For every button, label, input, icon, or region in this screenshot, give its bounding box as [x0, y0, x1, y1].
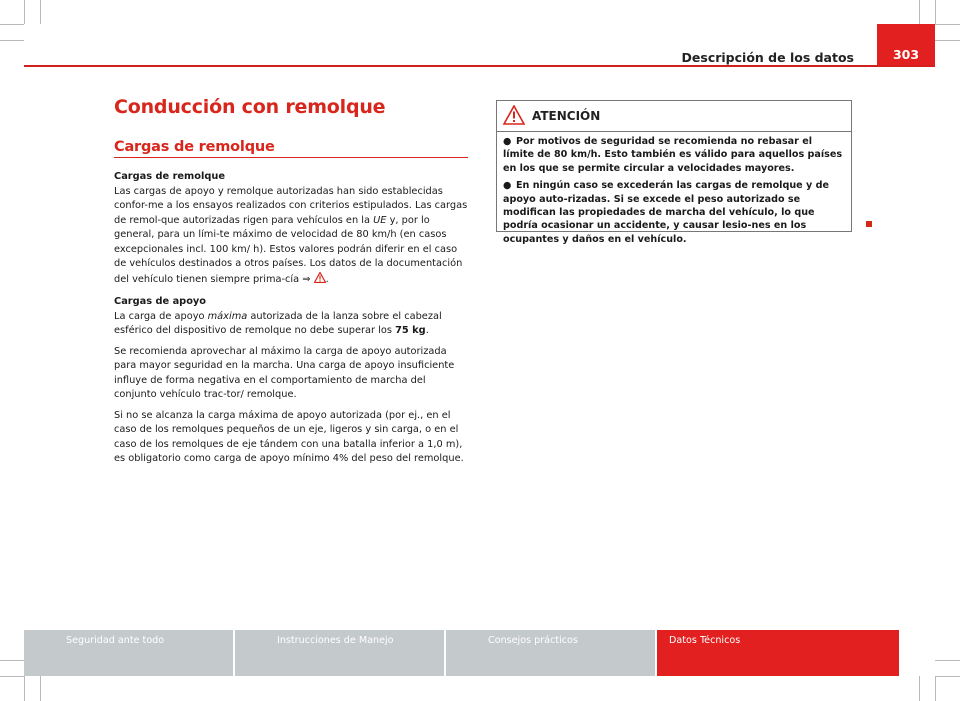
tab-datos-tecnicos[interactable]: Datos Técnicos: [657, 630, 899, 676]
crop-mark: [0, 660, 24, 661]
chapter-title: Conducción con remolque: [114, 96, 386, 118]
crop-mark: [935, 40, 960, 41]
crop-mark: [935, 24, 960, 25]
warning-reference-icon[interactable]: [314, 272, 326, 283]
section-title: Cargas de remolque: [114, 139, 275, 155]
paragraph-4: Si no se alcanza la carga máxima de apoyo autorizada (por ej., en el caso de los remolques pequeños de un eje, ligeros y sin carga, o en el caso de los remolques de eje tándem con una batalla inferior a 1,0 m), es obligatorio como carga de apoyo mínimo 4% del peso del remolque.: [114, 409, 464, 464]
paragraph-2: La carga de apoyo máxima autorizada de la lanza sobre el cabezal esférico del dispositivo de remolque no debe superar los 75 kg.: [114, 310, 442, 336]
section-end-marker: [866, 221, 872, 227]
footer-nav: [24, 630, 901, 676]
crop-mark: [40, 676, 41, 701]
crop-mark: [40, 0, 41, 24]
crop-mark: [24, 0, 25, 24]
running-header: Descripción de los datos: [681, 50, 854, 65]
crop-mark: [935, 0, 936, 24]
crop-mark: [24, 676, 25, 701]
crop-mark: [935, 660, 960, 661]
subheading-cargas-remolque: Cargas de remolque: [114, 171, 225, 182]
warning-item: ● Por motivos de seguridad se recomienda no rebasar el límite de 80 km/h. Esto también es válido para aquellos países en los que se permite circular a velocidades mayores.: [503, 136, 843, 174]
body-text: [114, 170, 470, 467]
warning-box: [496, 100, 852, 245]
tab-seguridad[interactable]: Seguridad ante todo: [24, 630, 233, 676]
crop-mark: [0, 24, 24, 25]
tab-instrucciones[interactable]: Instrucciones de Manejo: [235, 630, 444, 676]
subheading-cargas-apoyo: Cargas de apoyo: [114, 296, 207, 307]
crop-mark: [919, 676, 920, 701]
crop-mark: [935, 676, 936, 701]
crop-mark: [935, 676, 960, 677]
crop-mark: [0, 40, 24, 41]
warning-item: ● En ningún caso se excederán las cargas de remolque y de apoyo auto-rizadas. Si se excede el peso autorizado se modifican las propiedades de marcha del vehículo, lo que podría ocasionar un accidente, y causar lesio-nes en los ocupantes y daños en el vehículo.: [503, 180, 829, 245]
warning-header: [497, 101, 851, 132]
paragraph-3: Se recomienda aprovechar al máximo la carga de apoyo autorizada para mayor seguridad en la marcha. Una carga de apoyo insuficiente influye de forma negativa en el comportamiento de marcha del conjunto vehículo trac-tor/ remolque.: [114, 345, 455, 400]
tab-consejos[interactable]: Consejos prácticos: [446, 630, 655, 676]
header-rule: [24, 65, 935, 67]
paragraph-1: Las cargas de apoyo y remolque autorizadas han sido establecidas confor-me a los ensayos realizados con criterios estipulados. Las cargas de remol-que autorizadas rigen para vehículos en la UE y, por lo general, para un lími-te máximo de velocidad de 80 km/h (en casos excepcionales incl. 100 km/ h). Estos valores podrán diferir en el caso de vehículos destinados a otros países. Los datos de la documentación del vehículo tienen siempre prima-cía ⇒ .: [114, 185, 468, 285]
crop-mark: [0, 676, 24, 677]
warning-triangle-icon: [503, 105, 525, 125]
page-number: 303: [877, 24, 935, 67]
section-rule: [114, 157, 468, 158]
warning-label: ATENCIÓN: [532, 109, 601, 123]
crop-mark: [919, 0, 920, 24]
